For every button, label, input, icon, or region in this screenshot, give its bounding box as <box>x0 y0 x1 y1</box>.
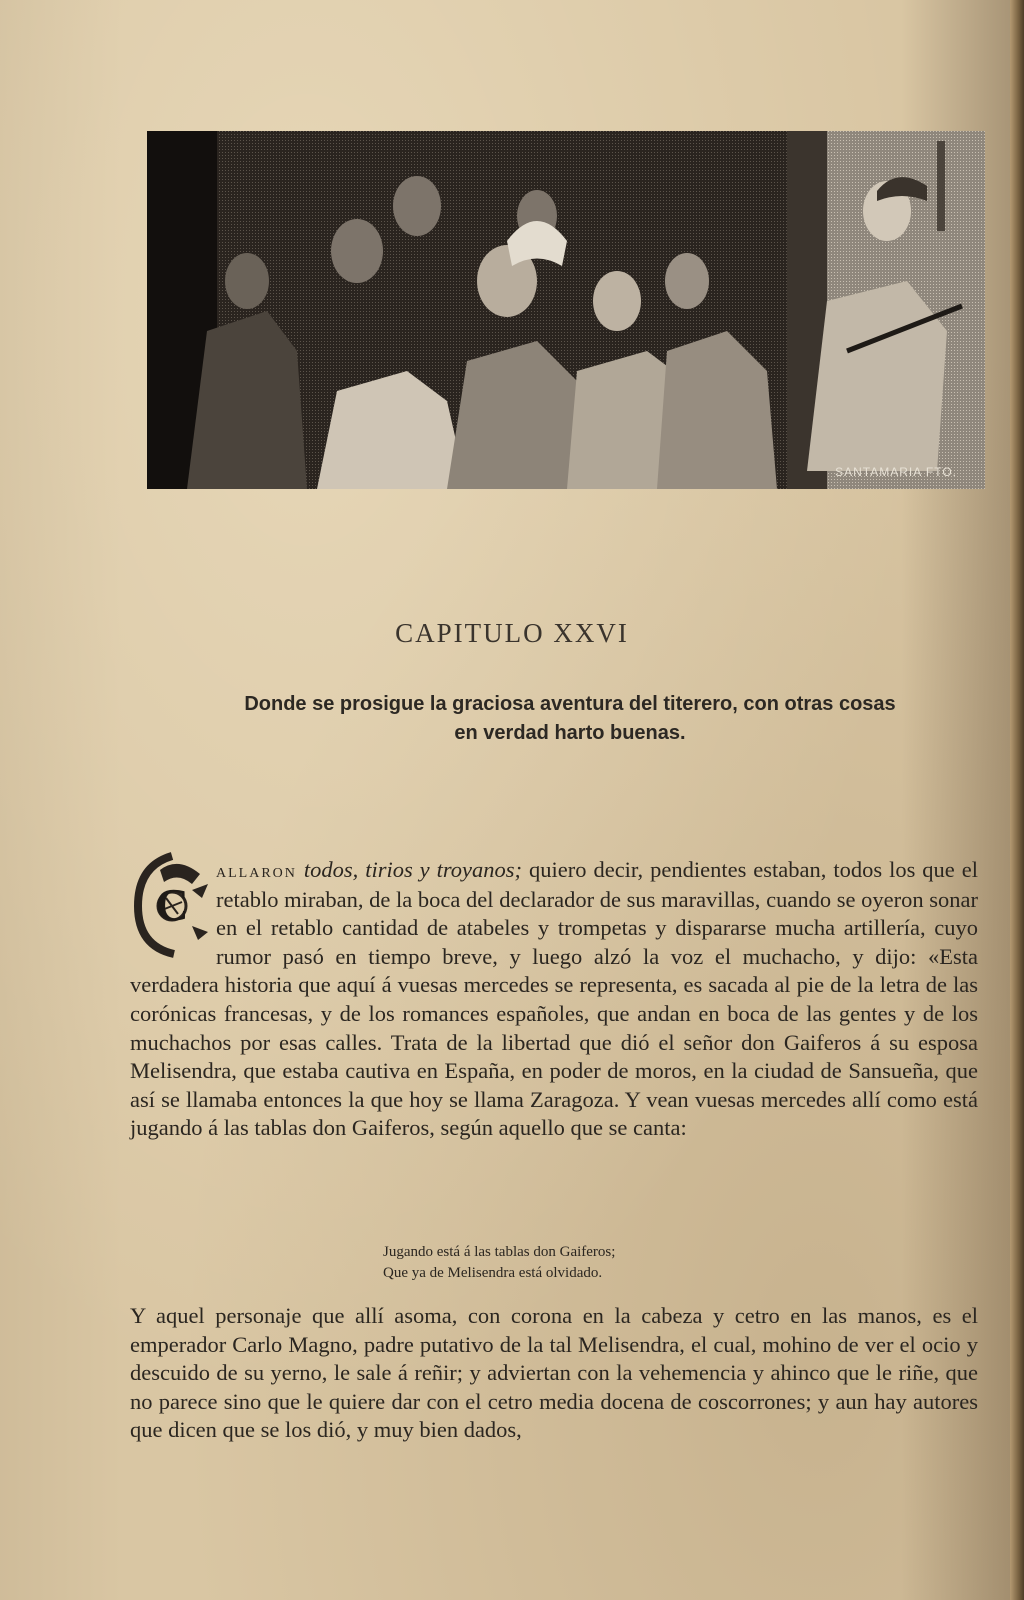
chapter-subtitle <box>190 690 950 748</box>
paragraph-1-text: quiero decir, pendientes estaban, todos los que el retablo miraban, de la boca del declarador de sus maravillas, cuando se oyeron sonar en el retablo cantidad de atabeles y trompetas y dispararse mucha artillería, cuyo rumor pasó en tiempo breve, y luego alzó la voz el muchacho, y dijo: «Esta verdadera historia que aquí á vuesas mercedes se representa, es sacada al pie de la letra de las corónicas francesas, y de los romances españoles, que andan en boca de las gentes y de los muchachos por esas calles. Trata de la libertad que dió el señor don Gaiferos á su esposa Melisendra, que estaba cautiva en España, en poder de moros, en la ciudad de Sansueña, que así se llamaba entonces la que hoy se llama Zaragoza. Y vean vuesas mercedes allí como está jugando á las tablas don Gaiferos, según aquello que se canta: <box>130 857 978 1141</box>
paragraph-2: Y aquel personaje que allí asoma, con corona en la cabeza y cetro en las manos, es el emperador Carlo Magno, padre putativo de la tal Melisendra, el cual, mohino de ver el ocio y descuido de su yerno, le sale á reñir; y adviertan con la vehemencia y ahinco que le riñe, que no parece sino que le quiere dar con el cetro media docena de coscorrones; y aun hay autores que dicen que se los dió, y muy bien dados, <box>130 1303 978 1443</box>
italic-phrase: todos, tirios y troyanos; <box>303 857 523 882</box>
verse-line-2: Que ya de Melisendra está olvidado. <box>383 1265 603 1281</box>
chapter-illustration <box>147 131 985 489</box>
drop-cap-spacer <box>130 856 216 968</box>
verse-line-1: Jugando está á las tablas don Gaiferos; <box>383 1244 616 1260</box>
illustration-credit: SANTAMARIA FTO. <box>835 465 957 479</box>
engraving-image <box>147 131 985 489</box>
paragraph-1-lead <box>130 856 978 1143</box>
initial-continuation: allaron <box>216 860 297 882</box>
verse-quote <box>383 1242 615 1284</box>
subtitle-line-2: en verdad harto buenas. <box>454 722 686 744</box>
page-edge-shadow <box>1010 0 1024 1600</box>
chapter-heading: CAPITULO XXVI <box>395 618 629 648</box>
paragraph-1 <box>130 856 978 1143</box>
subtitle-line-1: Donde se prosigue la graciosa aventura del titerero, con otras cosas <box>244 693 896 715</box>
initial-letter: C <box>155 879 189 930</box>
